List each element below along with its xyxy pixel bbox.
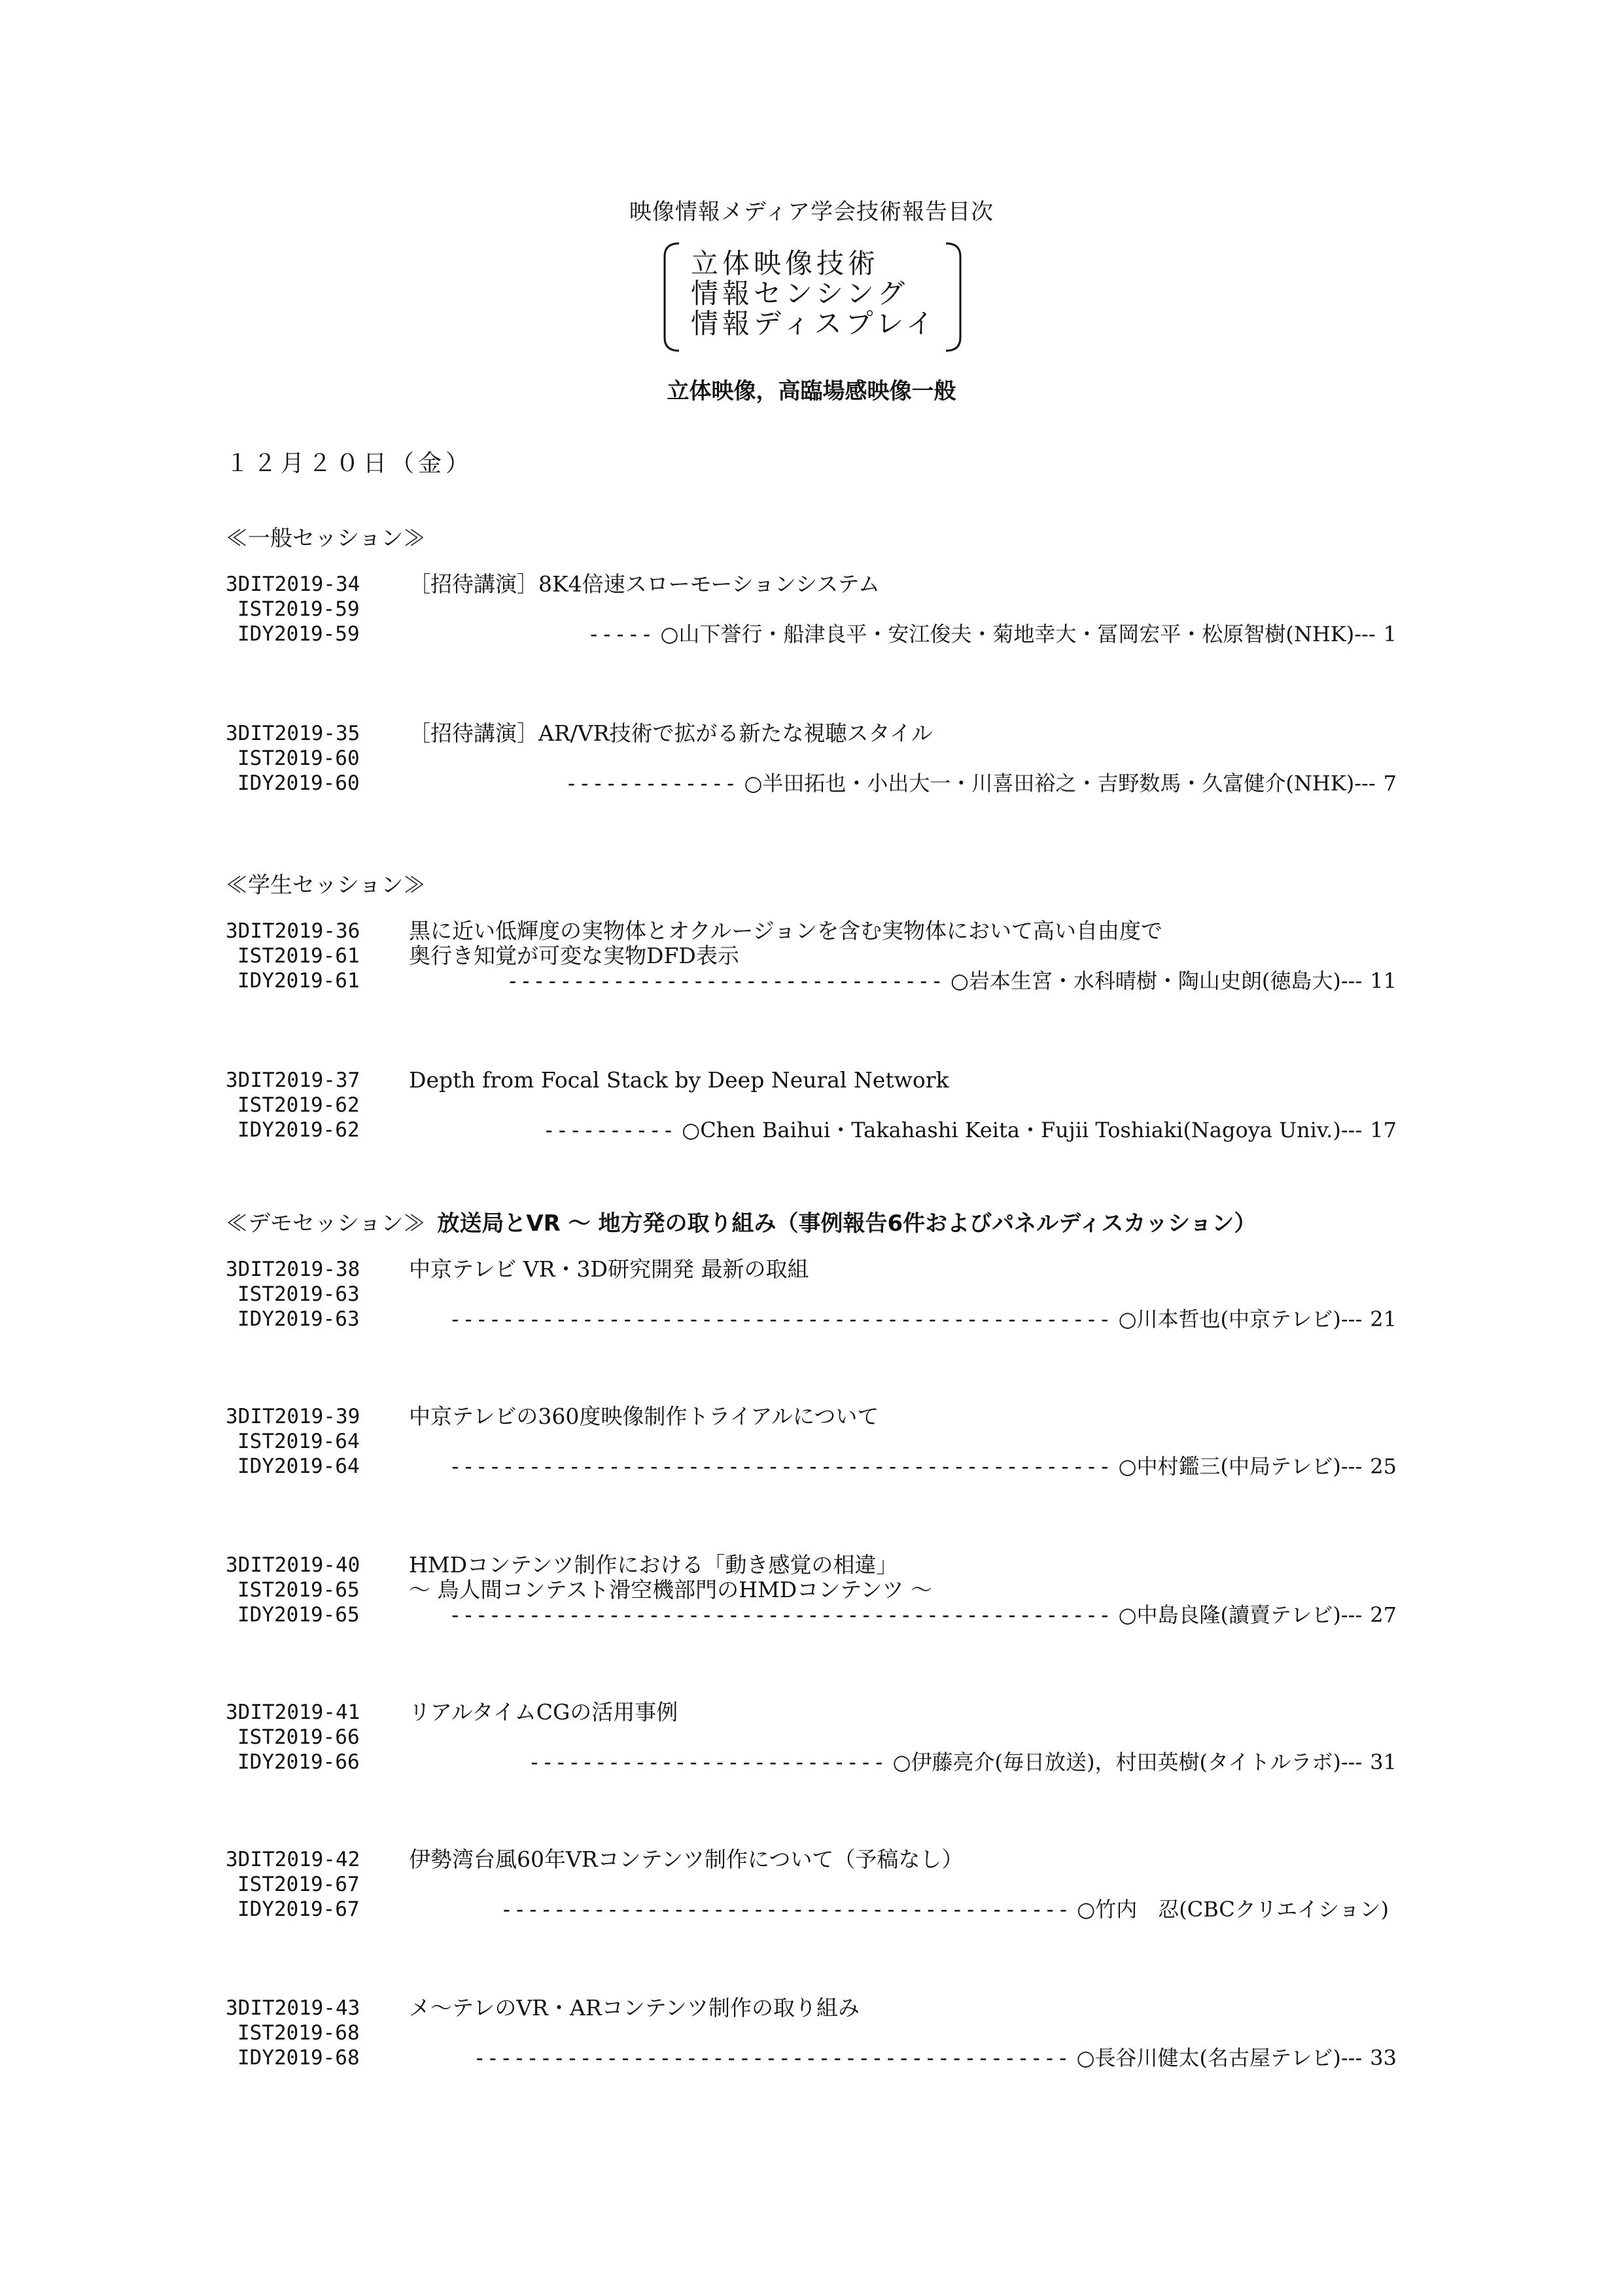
- toc-entry: [226, 721, 1397, 800]
- entry-title-line: ［招待講演］8K4倍速スローモーションシステム: [409, 571, 880, 597]
- toc-entry: [226, 572, 1397, 650]
- report-code: IDY2019-66: [237, 1750, 360, 1774]
- entry-title: [409, 1553, 932, 1602]
- entry-title: [409, 919, 1162, 968]
- report-codes: [226, 1847, 360, 1922]
- toc-entry: [226, 1068, 1397, 1146]
- entry-title-line: ［招待講演］AR/VR技術で拡がる新たな視聴スタイル: [409, 720, 933, 746]
- report-code: IDY2019-64: [237, 1455, 360, 1478]
- report-code: IST2019-64: [237, 1430, 360, 1453]
- session-heading-title: 放送局とVR ～ 地方発の取り組み（事例報告6件およびパネルディスカッション）: [437, 1210, 1257, 1237]
- report-code: 3DIT2019-42: [226, 1848, 360, 1871]
- entry-authors: ○中村鑑三(中局テレビ)---: [1118, 1454, 1363, 1479]
- page-number: 31: [1370, 1750, 1397, 1775]
- page-number: 21: [1370, 1307, 1397, 1332]
- toc-entry: [226, 919, 1397, 997]
- entry-title: [409, 572, 880, 597]
- author-line: [542, 1118, 1397, 1142]
- left-bracket-icon: [662, 242, 682, 352]
- author-line: [500, 1897, 1397, 1922]
- author-line: [506, 968, 1397, 993]
- entry-authors: ○伊藤亮介(毎日放送)，村田英樹(タイトルラボ)---: [892, 1750, 1363, 1775]
- leader-dashes: --------------------------------------------------: [449, 1307, 1112, 1332]
- report-codes: [226, 1257, 360, 1332]
- leader-dashes: -----: [587, 622, 654, 646]
- entry-title-line: 伊勢湾台風60年VRコンテンツ制作について（予稿なし）: [409, 1846, 964, 1872]
- toc-entry: [226, 1996, 1397, 2074]
- report-code: IST2019-66: [237, 1725, 360, 1749]
- report-code: IDY2019-60: [237, 771, 360, 795]
- report-code: IST2019-62: [237, 1093, 360, 1117]
- entry-title: [409, 1996, 860, 2021]
- entry-title-line: メ～テレのVR・ARコンテンツ制作の取り組み: [409, 1995, 860, 2021]
- session-heading-label: ≪デモセッション≫: [226, 1210, 426, 1237]
- entry-title-line: HMDコンテンツ制作における「動き感覚の相違」: [409, 1552, 898, 1578]
- report-codes: [226, 919, 360, 993]
- leader-dashes: --------------------------------------------------: [449, 1602, 1112, 1627]
- report-code: IST2019-68: [237, 2021, 360, 2045]
- report-code: IST2019-65: [237, 1578, 360, 1602]
- entry-title: [409, 1404, 879, 1429]
- author-line: [565, 771, 1397, 796]
- committee-names: [691, 249, 939, 339]
- report-code: IDY2019-62: [237, 1118, 360, 1142]
- leader-dashes: -------------: [565, 771, 738, 796]
- entry-authors: ○岩本生宮・水科晴樹・陶山史朗(徳島大)---: [950, 968, 1363, 993]
- report-code: IST2019-60: [237, 747, 360, 770]
- page-number: 7: [1383, 771, 1397, 796]
- entry-title: [409, 1257, 809, 1282]
- report-codes: [226, 1404, 360, 1479]
- session-heading-label: ≪学生セッション≫: [226, 872, 426, 898]
- entry-authors: ○川本哲也(中京テレビ)---: [1118, 1307, 1363, 1332]
- entry-title-line: Depth from Focal Stack by Deep Neural Network: [409, 1067, 949, 1093]
- meeting-date: １２月２０日（金）: [226, 450, 474, 477]
- report-code: 3DIT2019-43: [226, 1996, 360, 2020]
- report-code: 3DIT2019-38: [226, 1258, 360, 1281]
- report-codes: [226, 721, 360, 796]
- report-code: IDY2019-68: [237, 2046, 360, 2070]
- entry-authors: ○長谷川健太(名古屋テレビ)---: [1076, 2045, 1363, 2070]
- leader-dashes: ---------------------------: [528, 1750, 886, 1775]
- committee-name: 立体映像技術: [691, 247, 880, 279]
- report-code: 3DIT2019-39: [226, 1405, 360, 1428]
- leader-dashes: ---------------------------------: [506, 968, 944, 993]
- page-number: 25: [1370, 1454, 1397, 1479]
- report-codes: [226, 1996, 360, 2070]
- session-heading-label: ≪一般セッション≫: [226, 525, 426, 552]
- entry-authors: ○中島良隆(讀賣テレビ)---: [1118, 1602, 1363, 1627]
- report-code: IST2019-63: [237, 1282, 360, 1306]
- meeting-subtitle: 立体映像，高臨場感映像一般: [667, 378, 956, 404]
- toc-entry: [226, 1847, 1397, 1926]
- report-code: IDY2019-63: [237, 1307, 360, 1331]
- author-line: [528, 1750, 1397, 1775]
- entry-title-line: 中京テレビの360度映像制作トライアルについて: [409, 1404, 879, 1429]
- leader-dashes: -------------------------------------------: [500, 1897, 1071, 1922]
- author-line: [473, 2045, 1397, 2070]
- page-number: 27: [1370, 1602, 1397, 1627]
- report-codes: [226, 572, 360, 646]
- entry-title: [409, 1068, 949, 1093]
- page-number: 17: [1370, 1118, 1397, 1142]
- report-codes: [226, 1068, 360, 1142]
- entry-title-line: 奥行き知覚が可変な実物DFD表示: [409, 943, 739, 968]
- committee-bracket-block: [662, 242, 963, 352]
- leader-dashes: ---------------------------------------------: [473, 2045, 1070, 2070]
- page-number: 33: [1370, 2045, 1397, 2070]
- entry-title: [409, 721, 933, 746]
- report-code: 3DIT2019-36: [226, 919, 360, 943]
- right-bracket-icon: [943, 242, 963, 352]
- entry-title-line: 中京テレビ VR・3D研究開発 最新の取組: [409, 1256, 809, 1282]
- report-code: IST2019-67: [237, 1873, 360, 1896]
- session-heading: [226, 520, 425, 552]
- author-line: [587, 622, 1397, 646]
- report-code: IDY2019-65: [237, 1603, 360, 1627]
- entry-title-line: 黒に近い低輝度の実物体とオクルージョンを含む実物体において高い自由度で: [409, 918, 1163, 944]
- entry-title: [409, 1700, 678, 1725]
- entry-title-line: リアルタイムCGの活用事例: [409, 1699, 678, 1725]
- report-header-title: 映像情報メディア学会技術報告目次: [629, 199, 994, 225]
- report-code: IDY2019-59: [237, 622, 360, 646]
- author-line: [449, 1454, 1397, 1479]
- page-number: 11: [1370, 968, 1397, 993]
- author-line: [449, 1307, 1397, 1332]
- report-code: IST2019-61: [237, 944, 360, 968]
- toc-entry: [226, 1404, 1397, 1483]
- entry-authors: ○竹内 忍(CBCクリエイション): [1077, 1897, 1389, 1922]
- report-code: 3DIT2019-34: [226, 573, 360, 596]
- page-number: 1: [1383, 622, 1397, 646]
- report-code: IST2019-59: [237, 597, 360, 621]
- entry-authors: ○半田拓也・小出大一・川喜田裕之・吉野数馬・久富健介(NHK)---: [744, 771, 1376, 796]
- report-codes: [226, 1553, 360, 1627]
- report-code: 3DIT2019-41: [226, 1701, 360, 1724]
- report-code: IDY2019-61: [237, 969, 360, 993]
- report-code: 3DIT2019-40: [226, 1553, 360, 1577]
- entry-authors: ○Chen Baihui・Takahashi Keita・Fujii Toshiaki(Nagoya Univ.)---: [682, 1118, 1363, 1142]
- committee-name: 情報センシング: [691, 277, 909, 309]
- entry-title-line: ～ 鳥人間コンテスト滑空機部門のHMDコンテンツ ～: [409, 1577, 933, 1602]
- committee-name: 情報ディスプレイ: [691, 308, 937, 340]
- report-code: 3DIT2019-35: [226, 722, 360, 745]
- entry-authors: ○山下誉行・船津良平・安江俊夫・菊地幸大・冨岡宏平・松原智樹(NHK)---: [660, 622, 1376, 646]
- session-heading: [226, 1205, 1256, 1237]
- leader-dashes: --------------------------------------------------: [449, 1454, 1112, 1479]
- entry-title: [409, 1847, 963, 1872]
- toc-entry: [226, 1257, 1397, 1335]
- author-line: [449, 1602, 1397, 1627]
- report-codes: [226, 1700, 360, 1775]
- leader-dashes: ----------: [542, 1118, 676, 1142]
- toc-entry: [226, 1553, 1397, 1631]
- report-code: 3DIT2019-37: [226, 1069, 360, 1092]
- toc-entry: [226, 1700, 1397, 1778]
- report-code: IDY2019-67: [237, 1898, 360, 1921]
- session-heading: [226, 867, 425, 899]
